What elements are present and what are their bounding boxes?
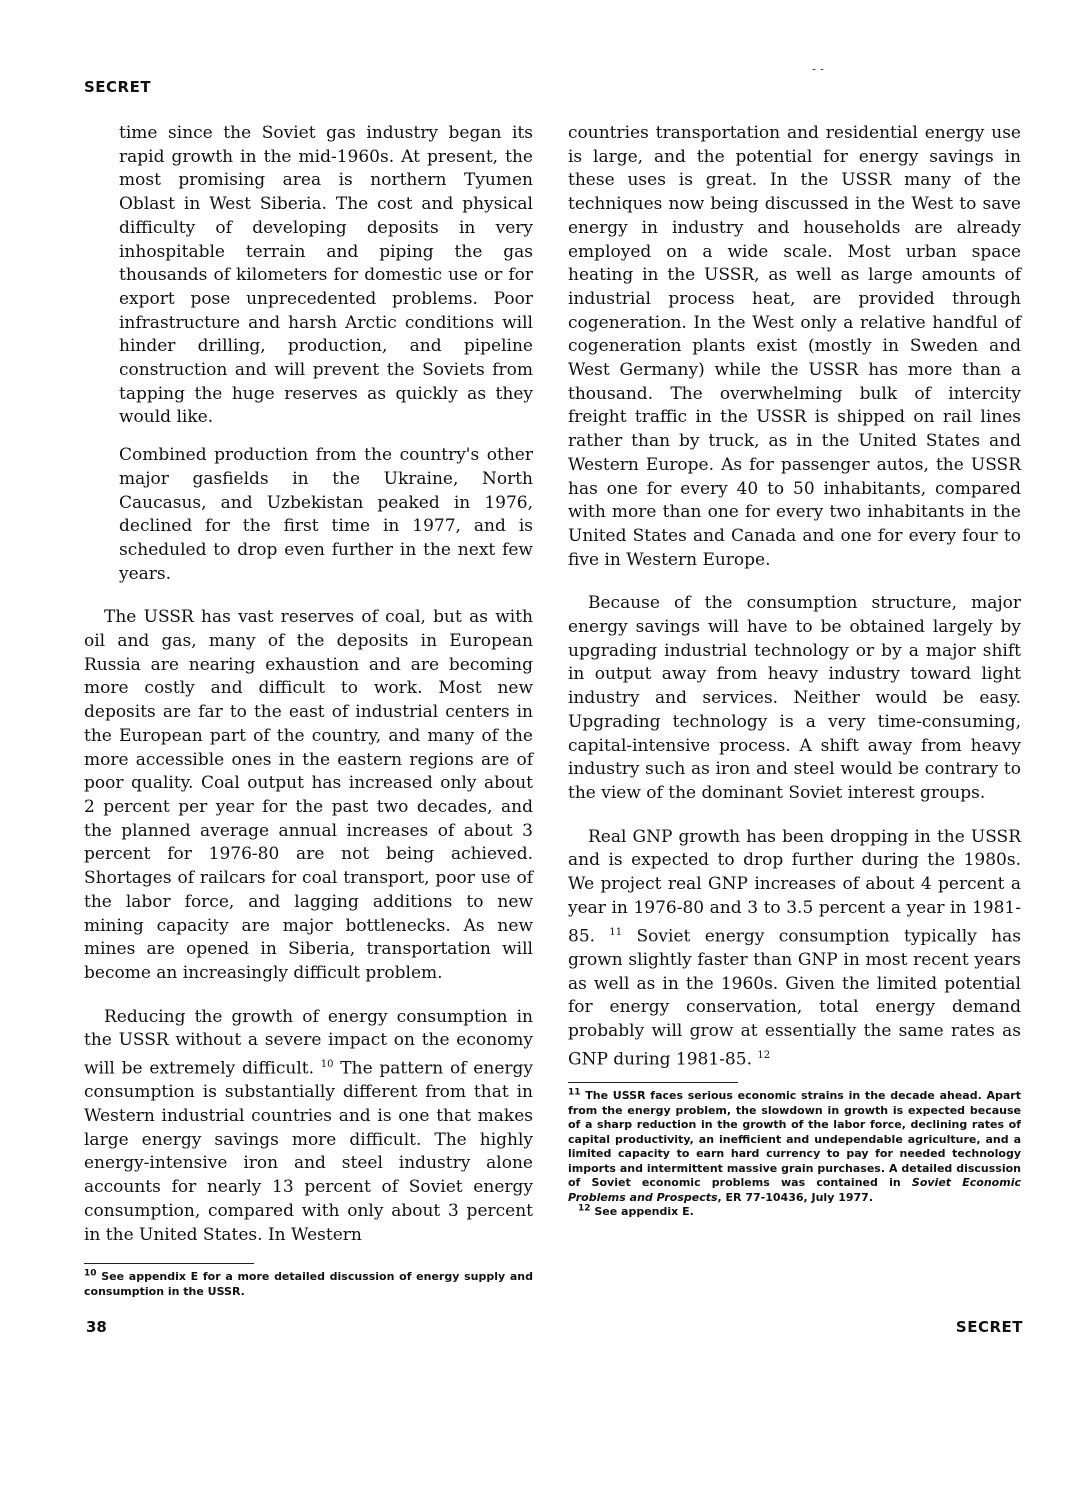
paragraph-consumption-structure: Because of the consumption structure, major energy savings will have to be obtained largely by upgrading industrial technology or by a major shift in output away from heavy industry toward light industry and services. Neither would be easy. Upgrading technology is a very time-consuming, capital-intensive process. A shift away from heavy industry such as iron and steel would be contrary to the view of the dominant Soviet interest groups. xyxy=(568,593,1021,803)
footnote-divider xyxy=(568,1082,738,1083)
footnote-divider xyxy=(84,1263,254,1264)
classification-header: SECRET xyxy=(84,78,152,96)
paragraph-transport-residential: countries transportation and residential energy use is large, and the potential for energy savings in these uses is great. In the USSR many of the techniques now being discussed in the West to save energy in industry and households are already employed on a wide scale. Most urban space heating in the USSR, as well as large amounts of industrial process heat, are provided through cogeneration. In the West only a relative handful of cogeneration plants exist (mostly in Sweden and West Germany) while the USSR has more than a thousand. The overwhelming bulk of intercity freight traffic in the USSR is shipped on rail lines rather than by truck, as in the United States and Western Europe. As for passenger autos, the USSR has one for every 40 to 50 inhabitants, compared with more than one for every two inhabitants in the United States and Canada and one for every four to five in Western Europe. xyxy=(568,123,1021,570)
paragraph-energy-consumption xyxy=(84,1006,533,1248)
footnote-12 xyxy=(568,1205,1021,1220)
paragraph-text: The pattern of energy consumption is substantially different from that in Western industrial countries and is one that makes large energy savings more difficult. The highly energy-intensive iron and steel industry alone accounts for nearly 13 percent of Soviet energy consumption, compared with only about 3 percent in the United States. In Western xyxy=(84,1058,533,1245)
right-column xyxy=(568,122,1021,1220)
footnote-text: The USSR faces serious economic strains in the decade ahead. Apart from the energy problem, the slowdown in growth is expected because of a sharp reduction in the growth of the labor force, declining rates of capital productivity, an inefficient and undependable agriculture, and a limited capacity to earn hard currency to pay for needed technology imports and intermittent massive grain purchases. A detailed discussion of Soviet economic problems was contained in xyxy=(568,1089,1021,1190)
classification-footer: SECRET xyxy=(955,1318,1023,1336)
footnote-10 xyxy=(84,1270,533,1299)
left-column xyxy=(84,122,533,1299)
footnote-reference: 10 xyxy=(320,1059,334,1071)
paragraph-gas-tyumen: time since the Soviet gas industry began its rapid growth in the mid-1960s. At present, the most promising area is northern Tyumen Oblast in West Siberia. The cost and physical difficulty of developing deposits in very inhospitable terrain and piping the gas thousands of kilometers for domestic use or for export pose unprecedented problems. Poor infrastructure and harsh Arctic conditions will hinder drilling, production, and pipeline construction and will prevent the Soviets from tapping the huge reserves as quickly as they would like. xyxy=(119,123,533,428)
footnote-reference: 11 xyxy=(609,926,623,938)
footnote-number: 12 xyxy=(578,1203,591,1214)
footnote-text: , ER 77-10436, July 1977. xyxy=(717,1190,873,1204)
paragraph-text: Reducing the growth of energy consumption in the USSR without a severe impact on the economy will be extremely difficult. xyxy=(84,1006,533,1079)
footnote-cited-title: Soviet Economic Problems and Prospects xyxy=(568,1176,1021,1204)
footnote-11 xyxy=(568,1089,1021,1205)
paragraph-text: Soviet energy consumption typically has grown slightly faster than GNP in most recent years as well as in the 1960s. Given the limited potential for energy conservation, total energy demand probably will grow at essentially the same rates as GNP during 1981-85. xyxy=(568,926,1022,1070)
paragraph-gnp-growth xyxy=(568,826,1021,1072)
footnote-text: See appendix E for a more detailed discussion of energy supply and consumption in the USSR. xyxy=(84,1270,533,1298)
paragraph-text: Real GNP growth has been dropping in the USSR and is expected to drop further during the 1980s. We project real GNP increases of about 4 percent a year in 1976-80 and 3 to 3.5 percent a year in 1981-85. xyxy=(568,826,1021,947)
scan-mark: - - xyxy=(812,62,824,76)
paragraph-coal: The USSR has vast reserves of coal, but as with oil and gas, many of the deposits in European Russia are nearing exhaustion and are becoming more costly and difficult to work. Most new deposits are far to the east of industrial centers in the European part of the country, and many of the more accessible ones in the eastern regions are of poor quality. Coal output has increased only about 2 percent per year for the past two decades, and the planned average annual increases of about 3 percent for 1976-80 are not being achieved. Shortages of railcars for coal transport, poor use of the labor force, and lagging additions to new mining capacity are major bottlenecks. As new mines are opened in Siberia, transportation will become an increasingly difficult problem. xyxy=(84,607,533,983)
footnote-reference: 12 xyxy=(757,1049,771,1061)
footnote-text: See appendix E. xyxy=(590,1205,694,1219)
footnote-number: 10 xyxy=(84,1268,97,1279)
footnote-number: 11 xyxy=(568,1087,581,1098)
page-number: 38 xyxy=(86,1318,107,1336)
paragraph-other-gasfields: Combined production from the country's other major gasfields in the Ukraine, North Caucasus, and Uzbekistan peaked in 1976, declined for the first time in 1977, and is scheduled to drop even further in the next few years. xyxy=(119,445,533,584)
